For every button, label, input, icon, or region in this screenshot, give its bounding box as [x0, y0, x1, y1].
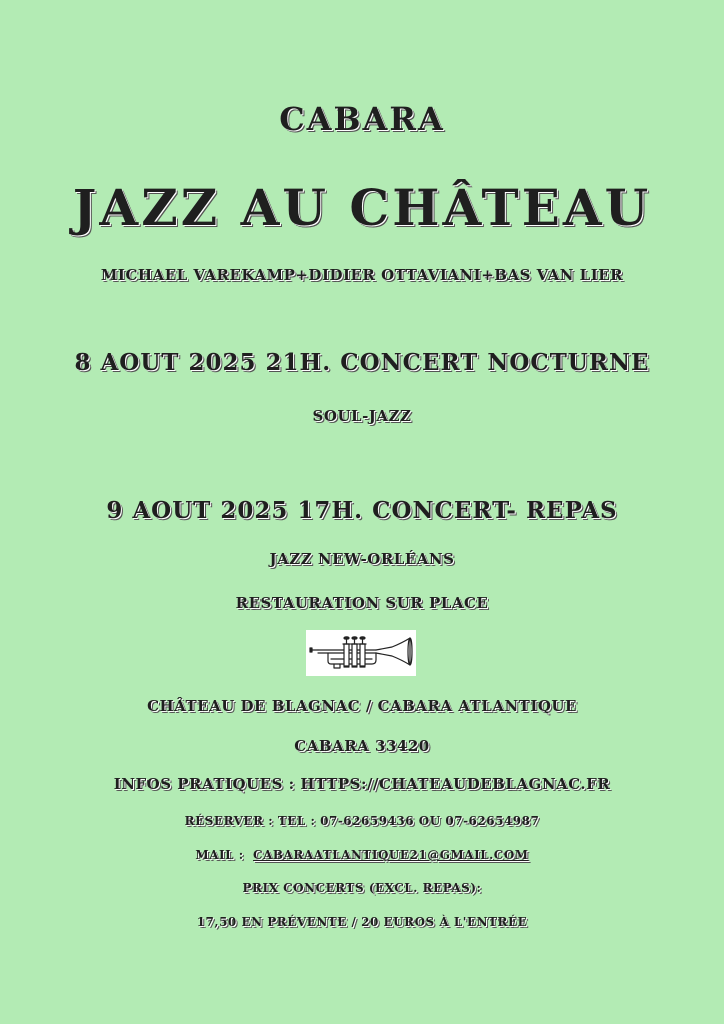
trumpet-icon [306, 630, 416, 676]
trumpet-image [306, 630, 416, 676]
concert1-genre: SOUL-JAZZ [312, 407, 412, 425]
prices-heading: PRIX CONCERTS (EXCL. REPAS): [242, 881, 482, 895]
concert2-genre: JAZZ NEW-ORLÉANS [269, 550, 455, 568]
mail-label: MAIL : [195, 848, 244, 862]
venue-name: CHÂTEAU DE BLAGNAC / CABARA ATLANTIQUE [147, 697, 577, 715]
venue-postcode: CABARA 33420 [294, 737, 430, 755]
city-heading: CABARA [279, 100, 445, 138]
reservation-phone: RÉSERVER : TEL : 07-62659436 OU 07-62654987 [184, 814, 540, 828]
prices-detail: 17,50 EN PRÉVENTE / 20 EUROS À L'ENTRÉE [196, 915, 528, 929]
concert1-date: 8 AOUT 2025 21H. CONCERT NOCTURNE [74, 349, 650, 376]
event-title: JAZZ AU CHÂTEAU [72, 178, 652, 237]
mail-line [0, 848, 724, 862]
band-lineup: MICHAEL VAREKAMP+DIDIER OTTAVIANI+BAS VAN LIER [100, 266, 624, 284]
info-link[interactable]: INFOS PRATIQUES : HTTPS://CHATEAUDEBLAGNAC.FR [113, 775, 611, 793]
mail-address-link[interactable]: CABARAATLANTIQUE21@GMAIL.COM [253, 848, 529, 862]
concert2-date: 9 AOUT 2025 17H. CONCERT- REPAS [106, 497, 618, 524]
restaurant-note: RESTAURATION SUR PLACE [235, 594, 489, 612]
